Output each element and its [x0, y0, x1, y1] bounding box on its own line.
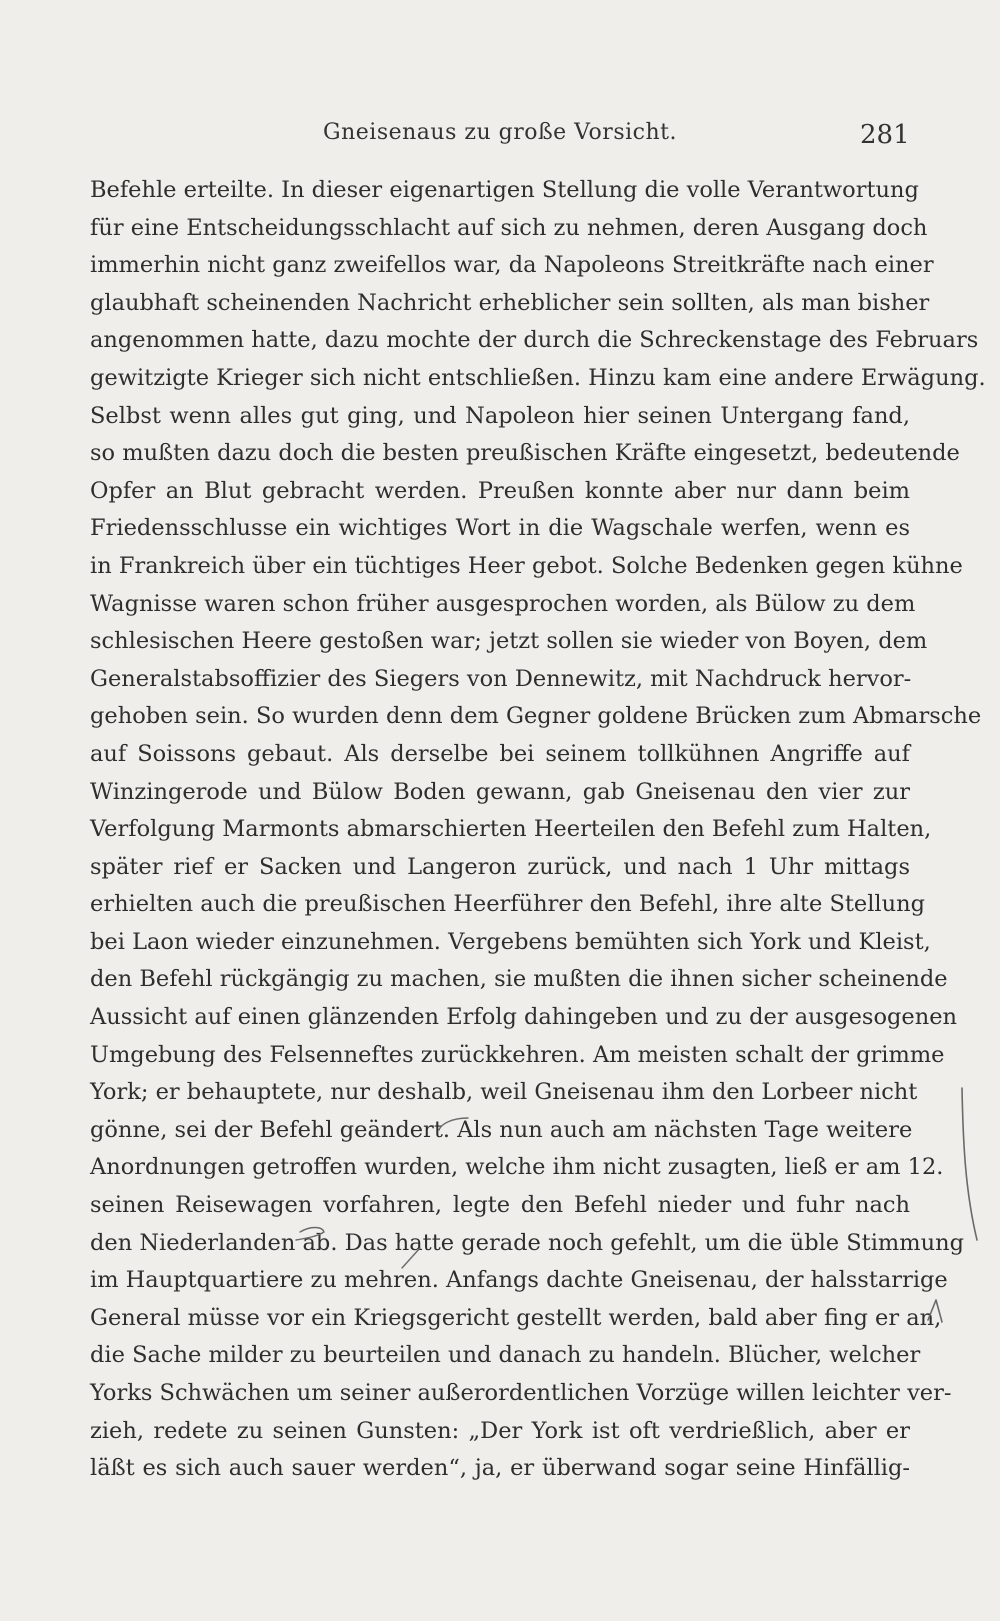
text-line: auf Soissons gebaut. Als derselbe bei seinem tollkühnen Angriffe auf — [90, 740, 910, 767]
text-line: gewitzigte Krieger sich nicht entschließen. Hinzu kam eine andere Erwägung. — [90, 364, 986, 391]
text-line: später rief er Sacken und Langeron zurück, und nach 1 Uhr mittags — [90, 853, 910, 880]
text-line: Friedensschlusse ein wichtiges Wort in die Wagschale werfen, wenn es — [90, 515, 910, 542]
text-line: Aussicht auf einen glänzenden Erfolg dahingeben und zu der ausgesogenen — [90, 1004, 958, 1031]
running-title: Gneisenaus zu große Vorsicht. — [323, 120, 677, 145]
text-line: schlesischen Heere gestoßen war; jetzt sollen sie wieder von Boyen, dem — [90, 628, 928, 655]
text-line: seinen Reisewagen vorfahren, legte den Befehl nieder und fuhr nach — [90, 1192, 910, 1219]
text-line: Generalstabsoffizier des Siegers von Dennewitz, mit Nachdruck hervor- — [90, 665, 912, 692]
text-line: Befehle erteilte. In dieser eigenartigen Stellung die volle Verantwortung — [90, 177, 919, 203]
page-number: 281 — [860, 120, 910, 150]
running-head — [0, 120, 1000, 154]
text-line: General müsse vor ein Kriegsgericht gestellt werden, bald aber fing er an, — [90, 1304, 942, 1331]
text-line: den Befehl rückgängig zu machen, sie mußten die ihnen sicher scheinende — [90, 966, 948, 993]
text-line: erhielten auch die preußischen Heerführer den Befehl, ihre alte Stellung — [90, 891, 925, 918]
text-line: Anordnungen getroffen wurden, welche ihm nicht zusagten, ließ er am 12. — [90, 1154, 944, 1181]
text-line: Yorks Schwächen um seiner außerordentlichen Vorzüge willen leichter ver- — [90, 1380, 952, 1406]
text-line: läßt es sich auch sauer werden“, ja, er überwand sogar seine Hinfällig- — [90, 1455, 910, 1482]
body-text — [90, 172, 986, 1488]
text-line: York; er behauptete, nur deshalb, weil Gneisenau ihm den Lorbeer nicht — [90, 1079, 918, 1106]
text-line: in Frankreich über ein tüchtiges Heer gebot. Solche Bedenken gegen kühne — [90, 552, 963, 579]
text-line: Verfolgung Marmonts abmarschierten Heerteilen den Befehl zum Halten, — [90, 816, 932, 843]
text-line: gehoben sein. So wurden denn dem Gegner goldene Brücken zum Abmarsche — [90, 703, 982, 730]
margin-bracket-line — [962, 1088, 977, 1240]
text-line: bei Laon wieder einzunehmen. Vergebens bemühten sich York und Kleist, — [90, 928, 931, 955]
text-line: Selbst wenn alles gut ging, und Napoleon hier seinen Untergang fand, — [90, 402, 910, 429]
text-line: so mußten dazu doch die besten preußischen Kräfte eingesetzt, bedeutende — [90, 440, 960, 467]
text-line: den Niederlanden ab. Das hatte gerade noch gefehlt, um die üble Stimmung — [90, 1229, 964, 1256]
text-line: Winzingerode und Bülow Boden gewann, gab Gneisenau den vier zur — [90, 778, 910, 805]
text-line: die Sache milder zu beurteilen und danach zu handeln. Blücher, welcher — [90, 1342, 921, 1369]
text-line: zieh, redete zu seinen Gunsten: „Der York ist oft verdrießlich, aber er — [90, 1417, 910, 1444]
text-line: immerhin nicht ganz zweifellos war, da Napoleons Streitkräfte nach einer — [90, 252, 934, 279]
text-line: Wagnisse waren schon früher ausgesprochen worden, als Bülow zu dem — [90, 590, 916, 617]
text-line: glaubhaft scheinenden Nachricht erheblicher sein sollten, als man bisher — [90, 289, 930, 316]
text-line: im Hauptquartiere zu mehren. Anfangs dachte Gneisenau, der halsstarrige — [90, 1267, 948, 1294]
text-line: angenommen hatte, dazu mochte der durch die Schreckenstage des Februars — [90, 327, 979, 354]
text-line: gönne, sei der Befehl geändert. Als nun auch am nächsten Tage weitere — [90, 1116, 913, 1143]
text-line: Opfer an Blut gebracht werden. Preußen konnte aber nur dann beim — [90, 477, 910, 504]
text-line: für eine Entscheidungsschlacht auf sich zu nehmen, deren Ausgang doch — [90, 214, 928, 241]
text-line: Umgebung des Felsenneftes zurückkehren. Am meisten schalt der grimme — [90, 1041, 945, 1068]
